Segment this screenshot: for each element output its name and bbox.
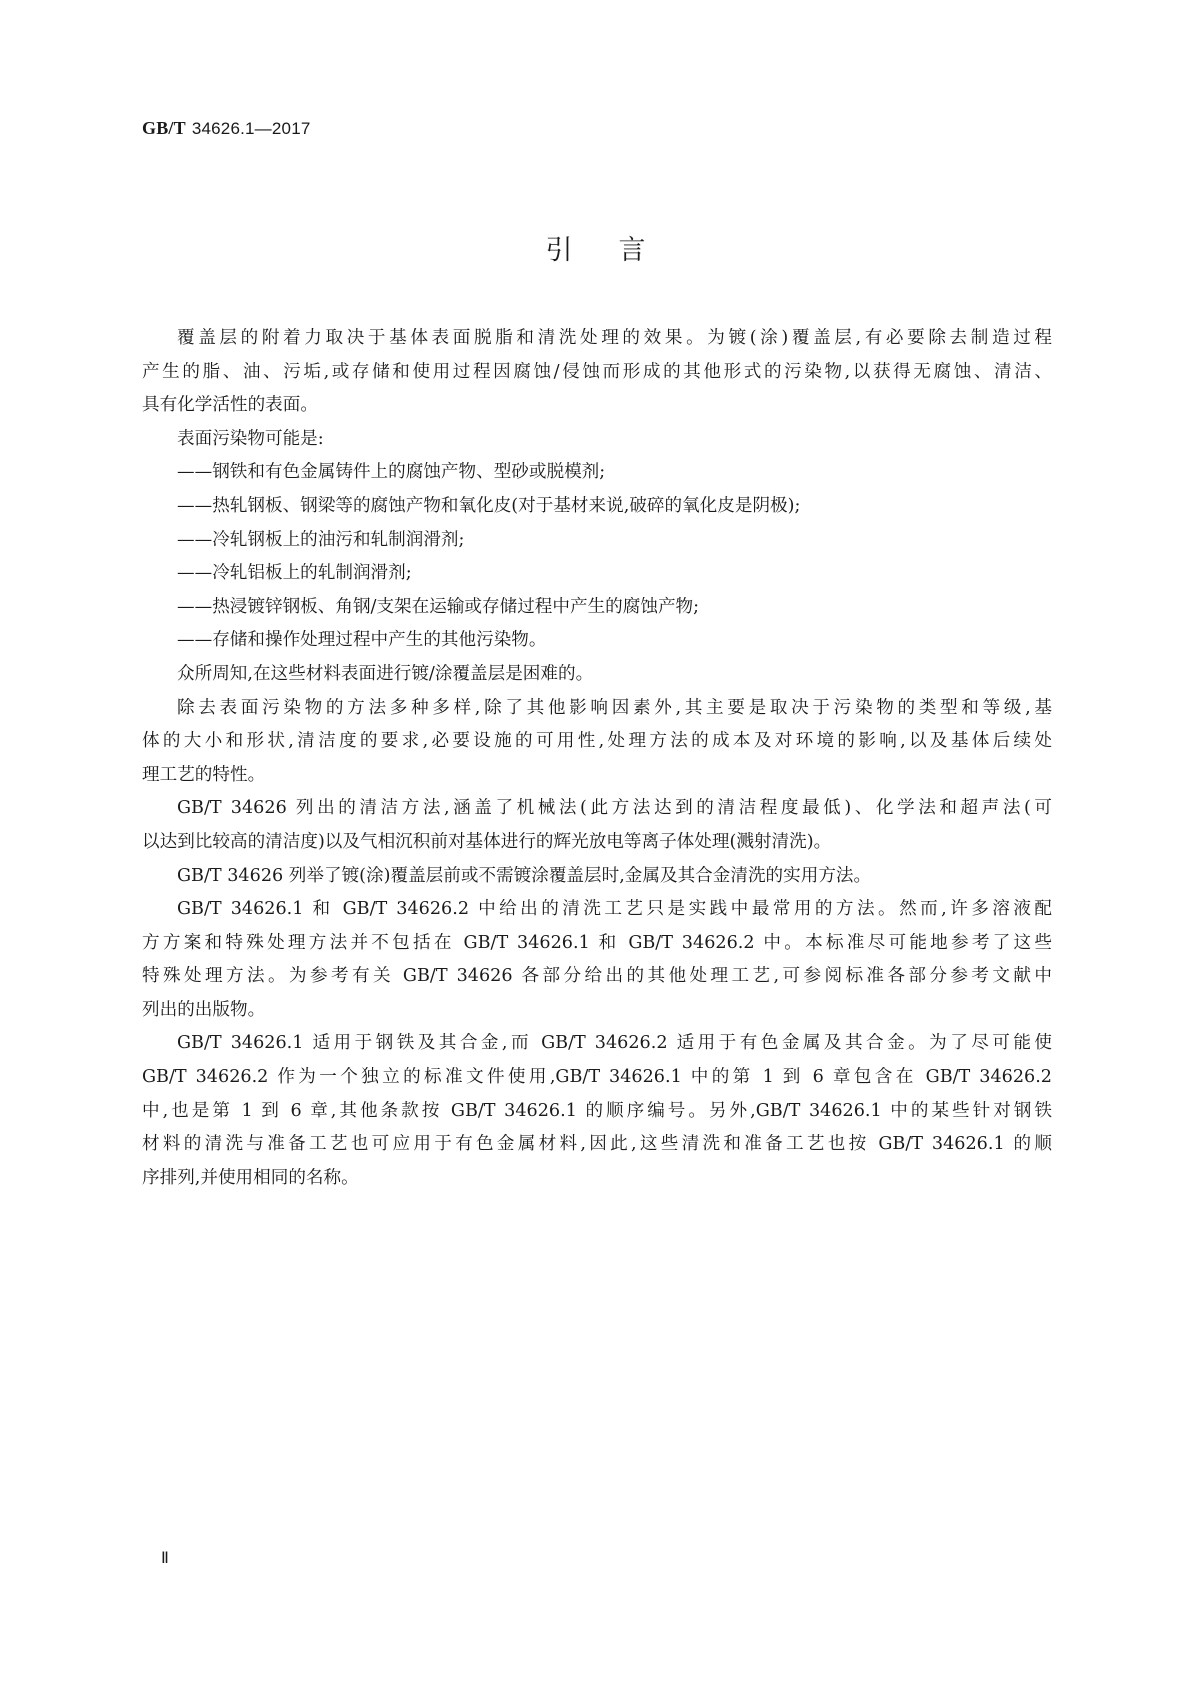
paragraph [142,423,1052,457]
paragraph [142,557,1052,591]
paragraph [142,860,1052,894]
paragraph-line: ——热浸镀锌钢板、角钢/支架在运输或存储过程中产生的腐蚀产物; [177,596,700,617]
paragraph-line: 体的大小和形状,清洁度的要求,必要设施的可用性,处理方法的成本及对环境的影响,以及基体后续处 [142,731,1052,752]
paragraph-line: 覆盖层的附着力取决于基体表面脱脂和清洗处理的效果。为镀(涂)覆盖层,有必要除去制造过程 [177,328,1052,348]
paragraph-line: 特殊处理方法。为参考有关 GB/T 34626 各部分给出的其他处理工艺,可参阅标准各部分参考文献中 [142,966,1052,987]
paragraph [142,591,1052,625]
paragraph-line: GB/T 34626.1 和 GB/T 34626.2 中给出的清洗工艺只是实践中最常用的方法。然而,许多溶液配 [177,899,1052,920]
paragraph-line: ——冷轧铝板上的轧制润滑剂; [177,563,412,584]
paragraph-line: 产生的脂、油、污垢,或存储和使用过程因腐蚀/侵蚀而形成的其他形式的污染物,以获得无腐蚀、清洁、 [142,361,1052,382]
paragraph [142,1027,1052,1195]
paragraph-line: 材料的清洗与准备工艺也可应用于有色金属材料,因此,这些清洗和准备工艺也按 GB/T 34626.1 的顺 [142,1134,1052,1155]
section-title: 引言 [545,235,692,266]
paragraph [142,692,1052,793]
paragraph [142,624,1052,658]
paragraph-line: ——钢铁和有色金属铸件上的腐蚀产物、型砂或脱模剂; [177,462,606,483]
paragraph-line: 方方案和特殊处理方法并不包括在 GB/T 34626.1 和 GB/T 34626.2 中。本标准尽可能地参考了这些 [142,932,1053,953]
page-number: Ⅱ [161,1550,170,1567]
paragraph [142,456,1052,490]
paragraph-line: GB/T 34626.1 适用于钢铁及其合金,而 GB/T 34626.2 适用于有色金属及其合金。为了尽可能使 [177,1033,1052,1054]
paragraph [142,893,1052,1027]
paragraph-line: 具有化学活性的表面。 [142,395,318,416]
paragraph [142,524,1052,558]
paragraph [142,792,1052,859]
paragraph [142,658,1052,692]
paragraph-line: 以达到比较高的清洁度)以及气相沉积前对基体进行的辉光放电等离子体处理(溅射清洗)。 [142,831,832,852]
paragraph-line: 众所周知,在这些材料表面进行镀/涂覆盖层是困难的。 [177,663,594,684]
paragraph-line: GB/T 34626.2 作为一个独立的标准文件使用,GB/T 34626.1 中的第 1 到 6 章包含在 GB/T 34626.2 [142,1067,1052,1088]
paragraph [142,322,1052,423]
paragraph-line: 列出的出版物。 [142,999,266,1020]
paragraph-line: ——热轧钢板、钢梁等的腐蚀产物和氧化皮(对于基材来说,破碎的氧化皮是阴极); [177,495,801,516]
paragraph-line: ——存储和操作处理过程中产生的其他污染物。 [177,630,547,651]
document-body [142,322,1052,1195]
standard-code-header [142,118,311,139]
paragraph-line: 表面污染物可能是: [177,428,324,449]
paragraph-line: 序排列,并使用相同的名称。 [142,1167,359,1188]
paragraph-line: ——冷轧钢板上的油污和轧制润滑剂; [177,529,465,550]
standard-code-number: 34626.1—2017 [191,119,311,138]
paragraph [142,490,1052,524]
paragraph-line: 除去表面污染物的方法多种多样,除了其他影响因素外,其主要是取决于污染物的类型和等级,基 [177,697,1052,718]
paragraph-line: 理工艺的特性。 [142,764,266,785]
paragraph-line: GB/T 34626 列举了镀(涂)覆盖层前或不需镀涂覆盖层时,金属及其合金清洗的实用方法。 [177,865,872,886]
paragraph-line: GB/T 34626 列出的清洁方法,涵盖了机械法(此方法达到的清洁程度最低)、化学法和超声法(可 [177,798,1052,819]
standard-code-prefix: GB/T [142,118,186,138]
paragraph-line: 中,也是第 1 到 6 章,其他条款按 GB/T 34626.1 的顺序编号。另外,GB/T 34626.1 中的某些针对钢铁 [142,1100,1052,1121]
